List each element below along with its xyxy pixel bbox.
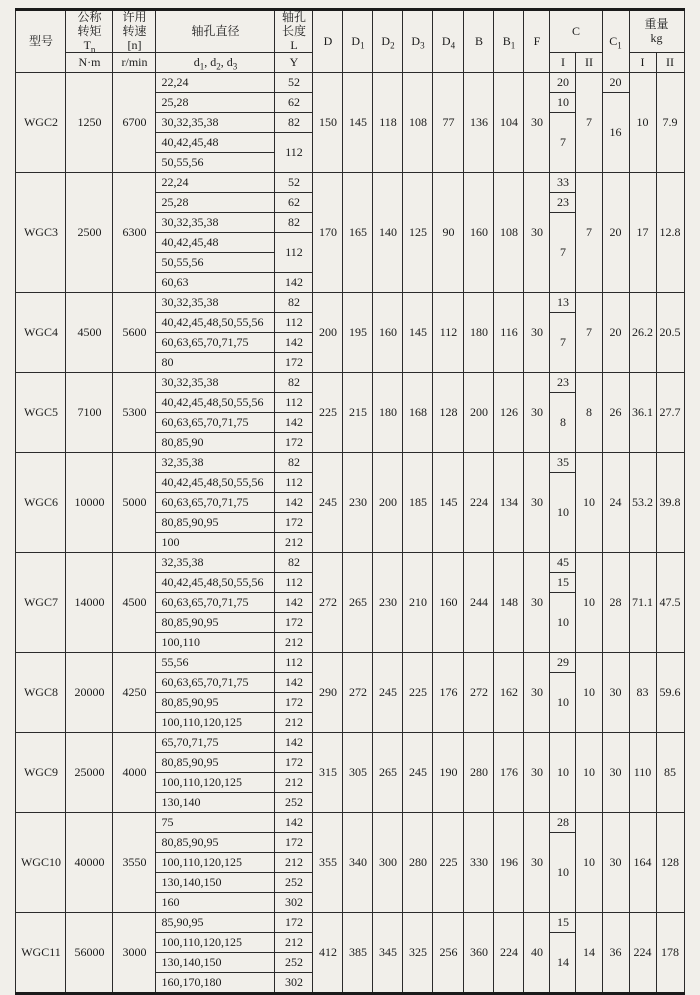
c-I-value: 10 <box>550 93 576 113</box>
torque-value: 10000 <box>66 453 113 553</box>
bore-diameter-values: 50,55,56 <box>156 153 275 173</box>
bore-length-value: 212 <box>275 633 313 653</box>
bore-diameter-values: 80,85,90,95 <box>156 753 275 773</box>
bore-diameter-values: 60,63 <box>156 273 275 293</box>
dim-F-value: 30 <box>524 553 550 653</box>
weight-II-value: 12.8 <box>656 173 684 293</box>
weight-I-value: 17 <box>629 173 656 293</box>
dim-B1-value: 176 <box>494 733 524 813</box>
c1-value: 24 <box>602 453 629 553</box>
dim-D1-value: 195 <box>343 293 373 373</box>
bore-diameter-values: 160,170,180 <box>156 973 275 994</box>
bore-length-value: 142 <box>275 333 313 353</box>
dim-D-value: 355 <box>313 813 343 913</box>
dim-D-value: 200 <box>313 293 343 373</box>
c-I-value: 23 <box>550 193 576 213</box>
bore-length-value: 62 <box>275 93 313 113</box>
c-II-value: 8 <box>576 373 602 453</box>
bore-length-value: 82 <box>275 113 313 133</box>
dim-D3-value: 168 <box>403 373 433 453</box>
bore-diameter-values: 100,110,120,125 <box>156 713 275 733</box>
dim-D2-value: 200 <box>373 453 403 553</box>
dim-D-value: 150 <box>313 73 343 173</box>
header-bore-diameter-sub: $d_1$, $d_2$, $d_3$ <box>156 53 275 73</box>
model-name: WGC2 <box>16 73 66 173</box>
speed-value: 5000 <box>113 453 156 553</box>
dim-F-value: 30 <box>524 293 550 373</box>
bore-diameter-values: 100,110,120,125 <box>156 933 275 953</box>
dim-D2-value: 300 <box>373 813 403 913</box>
c1-value: 20 <box>602 293 629 373</box>
bore-diameter-values: 80,85,90,95 <box>156 693 275 713</box>
dim-D2-value: 180 <box>373 373 403 453</box>
header-speed-unit: r/min <box>113 53 156 73</box>
bore-diameter-values: 32,35,38 <box>156 553 275 573</box>
bore-diameter-values: 60,63,65,70,71,75 <box>156 333 275 353</box>
header-speed: 许用 转速 [n] <box>113 10 156 53</box>
model-name: WGC10 <box>16 813 66 913</box>
weight-I-value: 110 <box>629 733 656 813</box>
dim-B-value: 180 <box>464 293 494 373</box>
weight-I-value: 26.2 <box>629 293 656 373</box>
bore-diameter-values: 60,63,65,70,71,75 <box>156 493 275 513</box>
bore-diameter-values: 75 <box>156 813 275 833</box>
c-I-value: 15 <box>550 913 576 933</box>
header-C: C <box>550 10 602 53</box>
weight-II-value: 128 <box>656 813 684 913</box>
c-II-value: 7 <box>576 73 602 173</box>
dim-F-value: 30 <box>524 733 550 813</box>
bore-length-value: 172 <box>275 433 313 453</box>
bore-length-value: 142 <box>275 593 313 613</box>
bore-length-value: 112 <box>275 653 313 673</box>
dim-D-value: 170 <box>313 173 343 293</box>
bore-length-value: 142 <box>275 493 313 513</box>
dim-B-value: 160 <box>464 173 494 293</box>
dim-B-value: 224 <box>464 453 494 553</box>
bore-length-value: 112 <box>275 573 313 593</box>
bore-diameter-values: 60,63,65,70,71,75 <box>156 413 275 433</box>
dim-D3-value: 245 <box>403 733 433 813</box>
dim-F-value: 40 <box>524 913 550 994</box>
dim-F-value: 30 <box>524 453 550 553</box>
bore-length-value: 172 <box>275 913 313 933</box>
bore-length-value: 82 <box>275 553 313 573</box>
bore-diameter-values: 22,24 <box>156 173 275 193</box>
dim-F-value: 30 <box>524 73 550 173</box>
header-dim-F: F <box>524 10 550 73</box>
torque-value: 1250 <box>66 73 113 173</box>
bore-diameter-values: 40,42,45,48,50,55,56 <box>156 313 275 333</box>
dim-D-value: 412 <box>313 913 343 994</box>
dim-B-value: 360 <box>464 913 494 994</box>
header-bore-diameter: 轴孔直径 <box>156 10 275 53</box>
torque-value: 25000 <box>66 733 113 813</box>
header-dim-B1: $B_1$ <box>494 10 524 73</box>
bore-length-value: 82 <box>275 373 313 393</box>
bore-diameter-values: 60,63,65,70,71,75 <box>156 673 275 693</box>
c-II-value: 14 <box>576 913 602 994</box>
c1-value: 26 <box>602 373 629 453</box>
torque-value: 56000 <box>66 913 113 994</box>
dim-D1-value: 272 <box>343 653 373 733</box>
bore-length-value: 212 <box>275 773 313 793</box>
dim-D-value: 245 <box>313 453 343 553</box>
c-I-value: 29 <box>550 653 576 673</box>
dim-D2-value: 118 <box>373 73 403 173</box>
header-dim-D4: $D_4$ <box>433 10 464 73</box>
bore-diameter-values: 50,55,56 <box>156 253 275 273</box>
bore-length-value: 252 <box>275 953 313 973</box>
model-name: WGC9 <box>16 733 66 813</box>
header-torque: 公称 转矩 $T_n$ <box>66 10 113 53</box>
dim-F-value: 30 <box>524 173 550 293</box>
c-I-value: 13 <box>550 293 576 313</box>
bore-length-value: 112 <box>275 393 313 413</box>
bore-length-value: 302 <box>275 973 313 994</box>
header-weight: 重量 kg <box>629 10 684 53</box>
dim-D1-value: 385 <box>343 913 373 994</box>
dim-D1-value: 340 <box>343 813 373 913</box>
c1-value: 16 <box>602 93 629 173</box>
dim-B-value: 330 <box>464 813 494 913</box>
dim-D3-value: 185 <box>403 453 433 553</box>
weight-I-value: 224 <box>629 913 656 994</box>
dim-D-value: 315 <box>313 733 343 813</box>
bore-diameter-values: 80,85,90,95 <box>156 513 275 533</box>
bore-length-value: 172 <box>275 693 313 713</box>
dim-D2-value: 230 <box>373 553 403 653</box>
bore-length-value: 172 <box>275 753 313 773</box>
header-weight-I: I <box>629 53 656 73</box>
c1-value: 20 <box>602 173 629 293</box>
dim-D3-value: 210 <box>403 553 433 653</box>
dim-D1-value: 230 <box>343 453 373 553</box>
dim-B-value: 136 <box>464 73 494 173</box>
dim-D4-value: 145 <box>433 453 464 553</box>
header-dim-D: D <box>313 10 343 73</box>
dim-B1-value: 104 <box>494 73 524 173</box>
bore-diameter-values: 160 <box>156 893 275 913</box>
c1-value: 30 <box>602 653 629 733</box>
bore-diameter-values: 25,28 <box>156 193 275 213</box>
c-II-value: 10 <box>576 813 602 913</box>
c-I-value: 7 <box>550 213 576 293</box>
dim-B-value: 200 <box>464 373 494 453</box>
dim-D4-value: 190 <box>433 733 464 813</box>
c-I-value: 35 <box>550 453 576 473</box>
c1-value: 28 <box>602 553 629 653</box>
bore-diameter-values: 130,140 <box>156 793 275 813</box>
dim-D-value: 272 <box>313 553 343 653</box>
bore-diameter-values: 22,24 <box>156 73 275 93</box>
bore-diameter-values: 40,42,45,48,50,55,56 <box>156 393 275 413</box>
bore-diameter-values: 85,90,95 <box>156 913 275 933</box>
c-II-value: 10 <box>576 653 602 733</box>
model-name: WGC8 <box>16 653 66 733</box>
dim-D1-value: 145 <box>343 73 373 173</box>
bore-length-value: 82 <box>275 453 313 473</box>
c-II-value: 7 <box>576 173 602 293</box>
bore-length-value: 212 <box>275 533 313 553</box>
header-weight-II: II <box>656 53 684 73</box>
bore-diameter-values: 40,42,45,48,50,55,56 <box>156 573 275 593</box>
bore-length-value: 82 <box>275 293 313 313</box>
bore-diameter-values: 65,70,71,75 <box>156 733 275 753</box>
c-I-value: 8 <box>550 393 576 453</box>
dim-D4-value: 77 <box>433 73 464 173</box>
speed-value: 5300 <box>113 373 156 453</box>
header-C1: $C_1$ <box>602 10 629 73</box>
c-I-value: 20 <box>550 73 576 93</box>
dim-D-value: 290 <box>313 653 343 733</box>
dim-B1-value: 116 <box>494 293 524 373</box>
speed-value: 4250 <box>113 653 156 733</box>
bore-length-value: 52 <box>275 173 313 193</box>
model-name: WGC3 <box>16 173 66 293</box>
table-body <box>16 73 684 994</box>
bore-length-value: 172 <box>275 353 313 373</box>
header-dim-D1: $D_1$ <box>343 10 373 73</box>
bore-length-value: 212 <box>275 713 313 733</box>
torque-value: 4500 <box>66 293 113 373</box>
bore-length-value: 142 <box>275 673 313 693</box>
bore-diameter-values: 130,140,150 <box>156 953 275 973</box>
dim-D4-value: 90 <box>433 173 464 293</box>
bore-length-value: 142 <box>275 273 313 293</box>
weight-I-value: 83 <box>629 653 656 733</box>
header-torque-unit: N·m <box>66 53 113 73</box>
c-I-value: 23 <box>550 373 576 393</box>
dim-D3-value: 280 <box>403 813 433 913</box>
header-bore-length: 轴孔 长度 L <box>275 10 313 53</box>
c-I-value: 14 <box>550 933 576 994</box>
bore-diameter-values: 30,32,35,38 <box>156 113 275 133</box>
bore-length-value: 252 <box>275 793 313 813</box>
speed-value: 3000 <box>113 913 156 994</box>
speed-value: 6700 <box>113 73 156 173</box>
torque-value: 14000 <box>66 553 113 653</box>
c1-value: 30 <box>602 733 629 813</box>
bore-diameter-values: 80,85,90,95 <box>156 613 275 633</box>
dim-D3-value: 108 <box>403 73 433 173</box>
dim-F-value: 30 <box>524 813 550 913</box>
dim-D4-value: 128 <box>433 373 464 453</box>
c-I-value: 10 <box>550 733 576 813</box>
weight-II-value: 178 <box>656 913 684 994</box>
header-dim-D2: $D_2$ <box>373 10 403 73</box>
bore-diameter-values: 100 <box>156 533 275 553</box>
weight-II-value: 27.7 <box>656 373 684 453</box>
c-I-value: 7 <box>550 113 576 173</box>
bore-length-value: 52 <box>275 73 313 93</box>
weight-I-value: 10 <box>629 73 656 173</box>
dim-D3-value: 325 <box>403 913 433 994</box>
bore-diameter-values: 80 <box>156 353 275 373</box>
bore-length-value: 112 <box>275 313 313 333</box>
c-I-value: 7 <box>550 313 576 373</box>
model-name: WGC7 <box>16 553 66 653</box>
dim-D2-value: 245 <box>373 653 403 733</box>
weight-I-value: 53.2 <box>629 453 656 553</box>
c1-value: 20 <box>602 73 629 93</box>
speed-value: 3550 <box>113 813 156 913</box>
bore-diameter-values: 40,42,45,48,50,55,56 <box>156 473 275 493</box>
dim-D3-value: 145 <box>403 293 433 373</box>
bore-length-value: 62 <box>275 193 313 213</box>
weight-II-value: 39.8 <box>656 453 684 553</box>
dim-D3-value: 125 <box>403 173 433 293</box>
c-II-value: 10 <box>576 733 602 813</box>
c-I-value: 10 <box>550 833 576 913</box>
dim-B1-value: 224 <box>494 913 524 994</box>
bore-length-value: 172 <box>275 613 313 633</box>
bore-length-value: 142 <box>275 413 313 433</box>
torque-value: 40000 <box>66 813 113 913</box>
model-name: WGC6 <box>16 453 66 553</box>
dim-B-value: 244 <box>464 553 494 653</box>
bore-length-value: 82 <box>275 213 313 233</box>
bore-diameter-values: 30,32,35,38 <box>156 213 275 233</box>
speed-value: 5600 <box>113 293 156 373</box>
bore-length-value: 112 <box>275 233 313 273</box>
c-I-value: 15 <box>550 573 576 593</box>
torque-value: 2500 <box>66 173 113 293</box>
header-dim-B: B <box>464 10 494 73</box>
weight-II-value: 20.5 <box>656 293 684 373</box>
table-header <box>16 10 684 73</box>
torque-value: 7100 <box>66 373 113 453</box>
weight-II-value: 85 <box>656 733 684 813</box>
bore-length-value: 252 <box>275 873 313 893</box>
dim-D2-value: 265 <box>373 733 403 813</box>
bore-diameter-values: 130,140,150 <box>156 873 275 893</box>
dim-B1-value: 162 <box>494 653 524 733</box>
header-dim-D3: $D_3$ <box>403 10 433 73</box>
c-II-value: 7 <box>576 293 602 373</box>
model-name: WGC4 <box>16 293 66 373</box>
weight-I-value: 36.1 <box>629 373 656 453</box>
bore-diameter-values: 100,110,120,125 <box>156 773 275 793</box>
dim-D1-value: 215 <box>343 373 373 453</box>
c-I-value: 33 <box>550 173 576 193</box>
c-I-value: 10 <box>550 473 576 553</box>
bore-length-value: 142 <box>275 733 313 753</box>
c-I-value: 45 <box>550 553 576 573</box>
bore-diameter-values: 60,63,65,70,71,75 <box>156 593 275 613</box>
c-I-value: 10 <box>550 593 576 653</box>
weight-II-value: 7.9 <box>656 73 684 173</box>
bore-diameter-values: 40,42,45,48 <box>156 133 275 153</box>
bore-diameter-values: 100,110 <box>156 633 275 653</box>
bore-diameter-values: 100,110,120,125 <box>156 853 275 873</box>
dim-B1-value: 108 <box>494 173 524 293</box>
dim-D4-value: 176 <box>433 653 464 733</box>
bore-length-value: 172 <box>275 833 313 853</box>
bore-length-value: 212 <box>275 933 313 953</box>
header-bore-length-sub: Y <box>275 53 313 73</box>
bore-length-value: 142 <box>275 813 313 833</box>
c1-value: 36 <box>602 913 629 994</box>
dim-D3-value: 225 <box>403 653 433 733</box>
coupling-spec-table <box>15 8 684 995</box>
model-name: WGC11 <box>16 913 66 994</box>
weight-II-value: 59.6 <box>656 653 684 733</box>
bore-diameter-values: 40,42,45,48 <box>156 233 275 253</box>
bore-diameter-values: 30,32,35,38 <box>156 293 275 313</box>
bore-length-value: 112 <box>275 473 313 493</box>
dim-D1-value: 305 <box>343 733 373 813</box>
dim-D4-value: 256 <box>433 913 464 994</box>
dim-B-value: 280 <box>464 733 494 813</box>
bore-length-value: 302 <box>275 893 313 913</box>
c-II-value: 10 <box>576 553 602 653</box>
dim-D2-value: 345 <box>373 913 403 994</box>
c-II-value: 10 <box>576 453 602 553</box>
speed-value: 4500 <box>113 553 156 653</box>
dim-B1-value: 196 <box>494 813 524 913</box>
speed-value: 4000 <box>113 733 156 813</box>
weight-I-value: 164 <box>629 813 656 913</box>
c-I-value: 28 <box>550 813 576 833</box>
bore-diameter-values: 80,85,90,95 <box>156 833 275 853</box>
dim-D1-value: 265 <box>343 553 373 653</box>
c1-value: 30 <box>602 813 629 913</box>
bore-diameter-values: 30,32,35,38 <box>156 373 275 393</box>
torque-value: 20000 <box>66 653 113 733</box>
bore-length-value: 112 <box>275 133 313 173</box>
dim-D2-value: 160 <box>373 293 403 373</box>
c-I-value: 10 <box>550 673 576 733</box>
weight-II-value: 47.5 <box>656 553 684 653</box>
bore-diameter-values: 80,85,90 <box>156 433 275 453</box>
dim-D1-value: 165 <box>343 173 373 293</box>
dim-D2-value: 140 <box>373 173 403 293</box>
bore-length-value: 172 <box>275 513 313 533</box>
weight-I-value: 71.1 <box>629 553 656 653</box>
dim-D4-value: 112 <box>433 293 464 373</box>
header-C-II: II <box>576 53 602 73</box>
dim-D4-value: 225 <box>433 813 464 913</box>
model-name: WGC5 <box>16 373 66 453</box>
bore-diameter-values: 25,28 <box>156 93 275 113</box>
header-model: 型号 <box>16 10 66 73</box>
dim-D4-value: 160 <box>433 553 464 653</box>
bore-diameter-values: 55,56 <box>156 653 275 673</box>
dim-F-value: 30 <box>524 653 550 733</box>
dim-F-value: 30 <box>524 373 550 453</box>
bore-length-value: 212 <box>275 853 313 873</box>
header-C-I: I <box>550 53 576 73</box>
dim-B1-value: 134 <box>494 453 524 553</box>
bore-diameter-values: 32,35,38 <box>156 453 275 473</box>
dim-B1-value: 148 <box>494 553 524 653</box>
dim-B-value: 272 <box>464 653 494 733</box>
dim-B1-value: 126 <box>494 373 524 453</box>
dim-D-value: 225 <box>313 373 343 453</box>
speed-value: 6300 <box>113 173 156 293</box>
